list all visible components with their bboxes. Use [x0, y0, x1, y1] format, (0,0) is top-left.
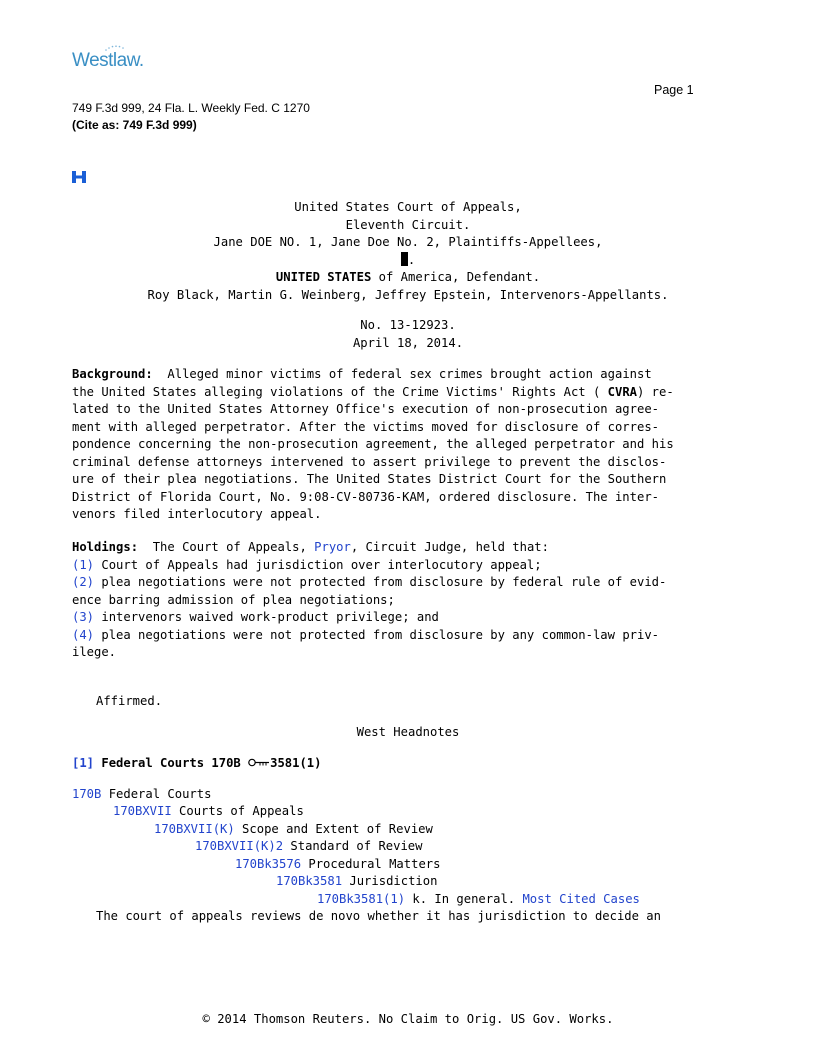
westlaw-logo: Westlaw.: [72, 50, 144, 71]
topic-tree-1: [113, 803, 304, 821]
headnote-topic: Federal Courts 170B: [94, 756, 249, 770]
holding-link-2[interactable]: (2): [72, 575, 95, 589]
headnote-body: The court of appeals reviews de novo whether it has jurisdiction to decide an: [96, 909, 661, 923]
court-name: United States Court of Appeals,: [294, 200, 522, 214]
headnote-key: 3581(1): [270, 756, 322, 770]
cite-as: (Cite as: 749 F.3d 999): [72, 118, 197, 132]
topic-label: Federal Courts: [101, 787, 212, 801]
topic-label: Procedural Matters: [301, 857, 441, 871]
intervenors: Roy Black, Martin G. Weinberg, Jeffrey Epstein, Intervenors-Appellants.: [147, 288, 669, 302]
holding-link-3[interactable]: (3): [72, 610, 95, 624]
background-section: [72, 366, 674, 524]
docket-number: No. 13-12923.: [360, 318, 456, 332]
topic-tree-0: [72, 786, 211, 804]
defendant-line: [0, 269, 816, 287]
topic-tree-6: [317, 891, 640, 909]
topic-label: k. In general.: [405, 892, 523, 906]
topic-label: Standard of Review: [283, 839, 423, 853]
headnote-1-link[interactable]: [1]: [72, 756, 95, 770]
topic-label: Jurisdiction: [342, 874, 438, 888]
holding-text: intervenors waived work-product privilege; and: [94, 610, 439, 624]
topic-link[interactable]: 170BXVII(K)2: [195, 839, 284, 853]
topic-tree-3: [195, 838, 422, 856]
judge-link[interactable]: Pryor: [314, 540, 351, 554]
key-number-icon: [248, 757, 270, 768]
versus-dot: .: [407, 253, 416, 267]
plaintiffs: Jane DOE NO. 1, Jane Doe No. 2, Plaintiffs-Appellees,: [213, 235, 603, 249]
background-line: ment with alleged perpetrator. After the victims moved for disclosure of corres-: [72, 419, 659, 434]
holding-text: Court of Appeals had jurisdiction over interlocutory appeal;: [94, 557, 542, 572]
defendant-name: UNITED STATES: [275, 270, 372, 284]
versus-line: [0, 252, 816, 270]
background-line: ) re-: [637, 384, 674, 399]
topic-label: Scope and Extent of Review: [234, 822, 433, 836]
holdings-label: Holdings:: [72, 540, 139, 554]
topic-link[interactable]: 170Bk3576: [235, 857, 302, 871]
topic-link[interactable]: 170Bk3581(1): [317, 892, 406, 906]
topic-tree-2: [154, 821, 433, 839]
most-cited-cases-link[interactable]: Most Cited Cases: [522, 892, 640, 906]
holding-text: ence barring admission of plea negotiations;: [72, 592, 395, 607]
background-line: criminal defense attorneys intervened to assert privilege to prevent the disclos-: [72, 454, 667, 469]
background-label: Background:: [72, 367, 153, 381]
background-line: pondence concerning the non-prosecution agreement, the alleged perpetrator and his: [72, 437, 674, 451]
copyright-footer: © 2014 Thomson Reuters. No Claim to Orig. US Gov. Works.: [202, 1012, 614, 1026]
headnotes-title: West Headnotes: [356, 725, 460, 739]
disposition: Affirmed.: [96, 694, 163, 708]
topic-label: Courts of Appeals: [171, 804, 304, 818]
topic-link[interactable]: 170BXVII(K): [154, 822, 235, 836]
redaction-block: [401, 252, 408, 266]
defendant-rest: of America, Defendant.: [371, 270, 541, 284]
background-line: ure of their plea negotiations. The United States District Court for the Southern: [72, 472, 667, 486]
topic-tree-5: [276, 873, 437, 891]
topic-link[interactable]: 170BXVII: [113, 804, 172, 818]
background-line: District of Florida Court, No. 9:08-CV-80736-KAM, ordered disclosure. The inter-: [72, 489, 659, 504]
holding-link-1[interactable]: (1): [72, 557, 95, 572]
topic-tree-4: [235, 856, 440, 874]
background-line: lated to the United States Attorney Office's execution of non-prosecution agree-: [72, 402, 659, 416]
background-line: the United States alleging violations of the Crime Victims' Rights Act (: [72, 384, 608, 399]
topic-link[interactable]: 170Bk3581: [276, 874, 343, 888]
holding-text: ilege.: [72, 645, 117, 659]
circuit-name: Eleventh Circuit.: [345, 218, 471, 232]
holding-text: plea negotiations were not protected from disclosure by any common-law priv-: [94, 627, 660, 642]
page-number: Page 1: [654, 83, 694, 97]
holdings-intro: , Circuit Judge, held that:: [350, 540, 549, 554]
background-line: Alleged minor victims of federal sex crimes brought action against: [152, 367, 652, 381]
keycite-h-flag-icon[interactable]: [72, 171, 86, 183]
headnote-1-heading: [72, 755, 321, 773]
holdings-section: [72, 539, 666, 662]
background-line: venors filed interlocutory appeal.: [72, 507, 322, 521]
decision-date: April 18, 2014.: [352, 336, 464, 350]
holding-link-4[interactable]: (4): [72, 627, 95, 642]
holdings-intro: The Court of Appeals,: [138, 540, 315, 554]
cvra-term: CVRA: [607, 384, 637, 399]
holding-text: plea negotiations were not protected from disclosure by federal rule of evid-: [94, 575, 667, 589]
citation: 749 F.3d 999, 24 Fla. L. Weekly Fed. C 1270: [72, 101, 310, 115]
topic-link[interactable]: 170B: [72, 787, 102, 801]
